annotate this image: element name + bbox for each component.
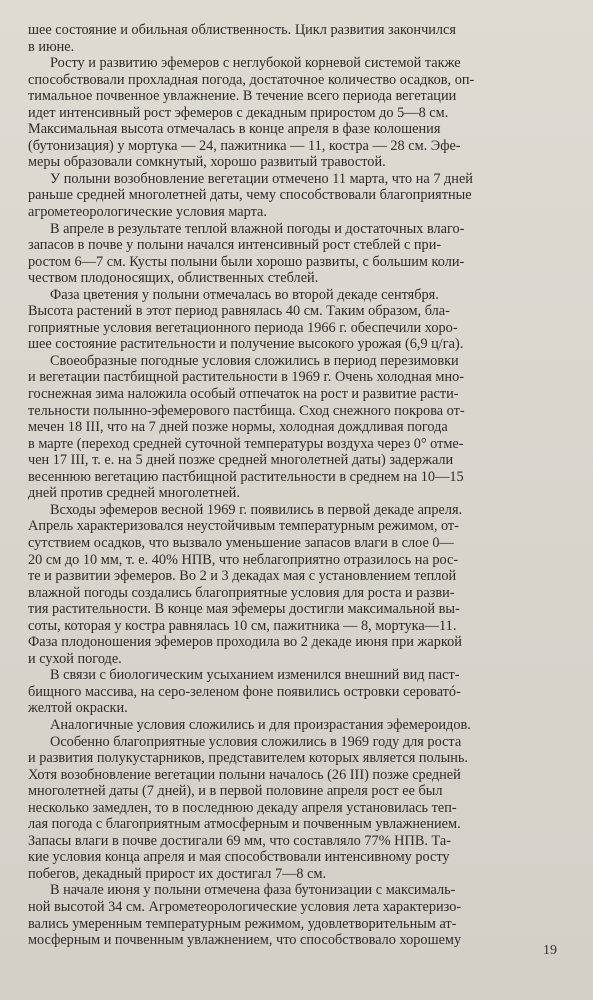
text-line: вались умеренным температурным режимом, удовлетворительным ат- xyxy=(28,915,457,932)
text-line: побегов, декадный прирост их достигал 7—8 см. xyxy=(28,865,327,882)
text-line: соты, которая у костра равнялась 10 см, пажитника — 8, мортука—11. xyxy=(28,617,457,634)
text-line: в марте (переход средней суточной температуры воздуха через 0° отме- xyxy=(28,435,464,452)
text-line: У полыни возобновление вегетации отмечено 11 марта, что на 7 дней xyxy=(50,170,473,187)
text-line: те и развитии эфемеров. Во 2 и 3 декадах мая с установлением теплой xyxy=(28,568,457,585)
text-line: ростом 6—7 см. Кусты полыни были хорошо развиты, с большим коли- xyxy=(28,253,465,270)
text-line: В начале июня у полыни отмечена фаза бутонизации с максималь- xyxy=(50,882,456,899)
text-line: Фаза цветения у полыни отмечалась во второй декаде сентября. xyxy=(50,286,439,303)
text-line: госнежная зима наложила особый отпечаток на рост и развитие расти- xyxy=(28,386,459,403)
text-line: чен 17 III, т. е. на 5 дней позже средней многолетней даты) задержали xyxy=(28,452,454,469)
text-line: дней против средней многолетней. xyxy=(28,485,240,502)
text-line: Всходы эфемеров весной 1969 г. появились в первой декаде апреля. xyxy=(50,501,463,518)
text-line: влажной погоды создались благоприятные условия для роста и разви- xyxy=(28,584,455,601)
page-number: 19 xyxy=(543,943,557,958)
text-line: В апреле в результате теплой влажной погоды и достаточных влаго- xyxy=(50,220,465,237)
text-line: агрометеорологические условия марта. xyxy=(28,204,267,221)
text-line: кие условия конца апреля и мая способствовали интенсивному росту xyxy=(28,849,450,866)
text-line: Росту и развитию эфемеров с неглубокой корневой системой также xyxy=(50,55,461,72)
text-line: и вегетации пастбищной растительности в 1969 г. Очень холодная мно- xyxy=(28,369,465,386)
text-line: меры образовали сомкнутый, хорошо развитый травостой. xyxy=(28,154,386,171)
text-line: Высота растений в этот период равнялась 40 см. Таким образом, бла- xyxy=(28,303,450,320)
text-line: шее состояние и обильная облиственность. Цикл развития закончился xyxy=(28,22,456,38)
text-line: Своеобразные погодные условия сложились в период перезимовки xyxy=(50,352,459,369)
text-line: мосферным и почвенным увлажнением, что способствовало хорошему xyxy=(28,932,462,949)
text-line: гоприятные условия вегетационного периода 1966 г. обеспечили хоро- xyxy=(28,319,458,336)
body-text xyxy=(28,22,556,949)
text-line: Особенно благоприятные условия сложились в 1969 году для роста xyxy=(50,733,462,750)
text-line: многолетней даты (7 дней), и в первой половине апреля рост ее был xyxy=(28,783,443,800)
text-line: Апрель характеризовался неустойчивым температурным режимом, от- xyxy=(28,518,459,535)
text-line: лая погода с благоприятным атмосферным и почвенным увлажнением. xyxy=(28,816,461,833)
text-line: бищного массива, на серо-зеленом фоне появились островки сероватó- xyxy=(28,683,461,700)
text-line: весеннюю вегетацию пастбищной растительности в среднем на 10—15 xyxy=(28,468,464,485)
text-line: чеством плодоносящих, облиственных стеблей. xyxy=(28,270,319,287)
text-line: и сухой погоде. xyxy=(28,650,122,667)
text-line: мечен 18 III, что на 7 дней позже нормы, холодная дождливая погода xyxy=(28,419,448,436)
text-line: способствовали прохладная погода, достаточное количество осадков, оп- xyxy=(28,71,475,88)
text-line: шее состояние растительности и получение высокого урожая (6,9 ц/га). xyxy=(28,336,464,353)
text-line: Запасы влаги в почве достигали 69 мм, что составляло 77% НПВ. Та- xyxy=(28,832,452,849)
text-line: 20 см до 10 мм, т. е. 40% НПВ, что неблагоприятно отразилось на рос- xyxy=(28,551,459,568)
text-line: (бутонизация) у мортука — 24, пажитника — 11, костра — 28 см. Эфе- xyxy=(28,137,461,154)
text-line: Аналогичные условия сложились и для произрастания эфемероидов. xyxy=(50,716,471,733)
text-line: Фаза плодоношения эфемеров проходила во 2 декаде июня при жаркой xyxy=(28,634,462,651)
text-line: сутствием осадков, что вызвало уменьшение запасов влаги в слое 0— xyxy=(28,534,454,551)
text-line: раньше средней многолетней даты, чему способствовали благоприятные xyxy=(28,187,472,204)
text-line: и развития полукустарников, представителем которых является полынь. xyxy=(28,750,468,767)
text-line: Максимальная высота отмечалась в конце апреля в фазе колошения xyxy=(28,121,441,138)
text-line: тия растительности. В конце мая эфемеры достигли максимальной вы- xyxy=(28,601,460,618)
text-line: ной высотой 34 см. Агрометеорологические условия лета характеризо- xyxy=(28,898,462,915)
text-line: запасов в почве у полыни начался интенсивный рост стеблей с при- xyxy=(28,237,442,254)
text-line: тимальное почвенное увлажнение. В течение всего периода вегетации xyxy=(28,88,457,105)
text-line: несколько замедлен, то в последнюю декаду апреля установилась теп- xyxy=(28,799,457,816)
text-line: Хотя возобновление вегетации полыни началось (26 III) позже средней xyxy=(28,766,461,783)
text-line: в июне. xyxy=(28,38,75,55)
text-line: идет интенсивный рост эфемеров с декадным приростом до 5—8 см. xyxy=(28,104,449,121)
text-line: желтой окраски. xyxy=(28,700,128,717)
text-line: В связи с биологическим усыханием изменился внешний вид паст- xyxy=(50,667,460,684)
text-line: тельности полынно-эфемерового пастбища. Сход снежного покрова от- xyxy=(28,402,465,419)
